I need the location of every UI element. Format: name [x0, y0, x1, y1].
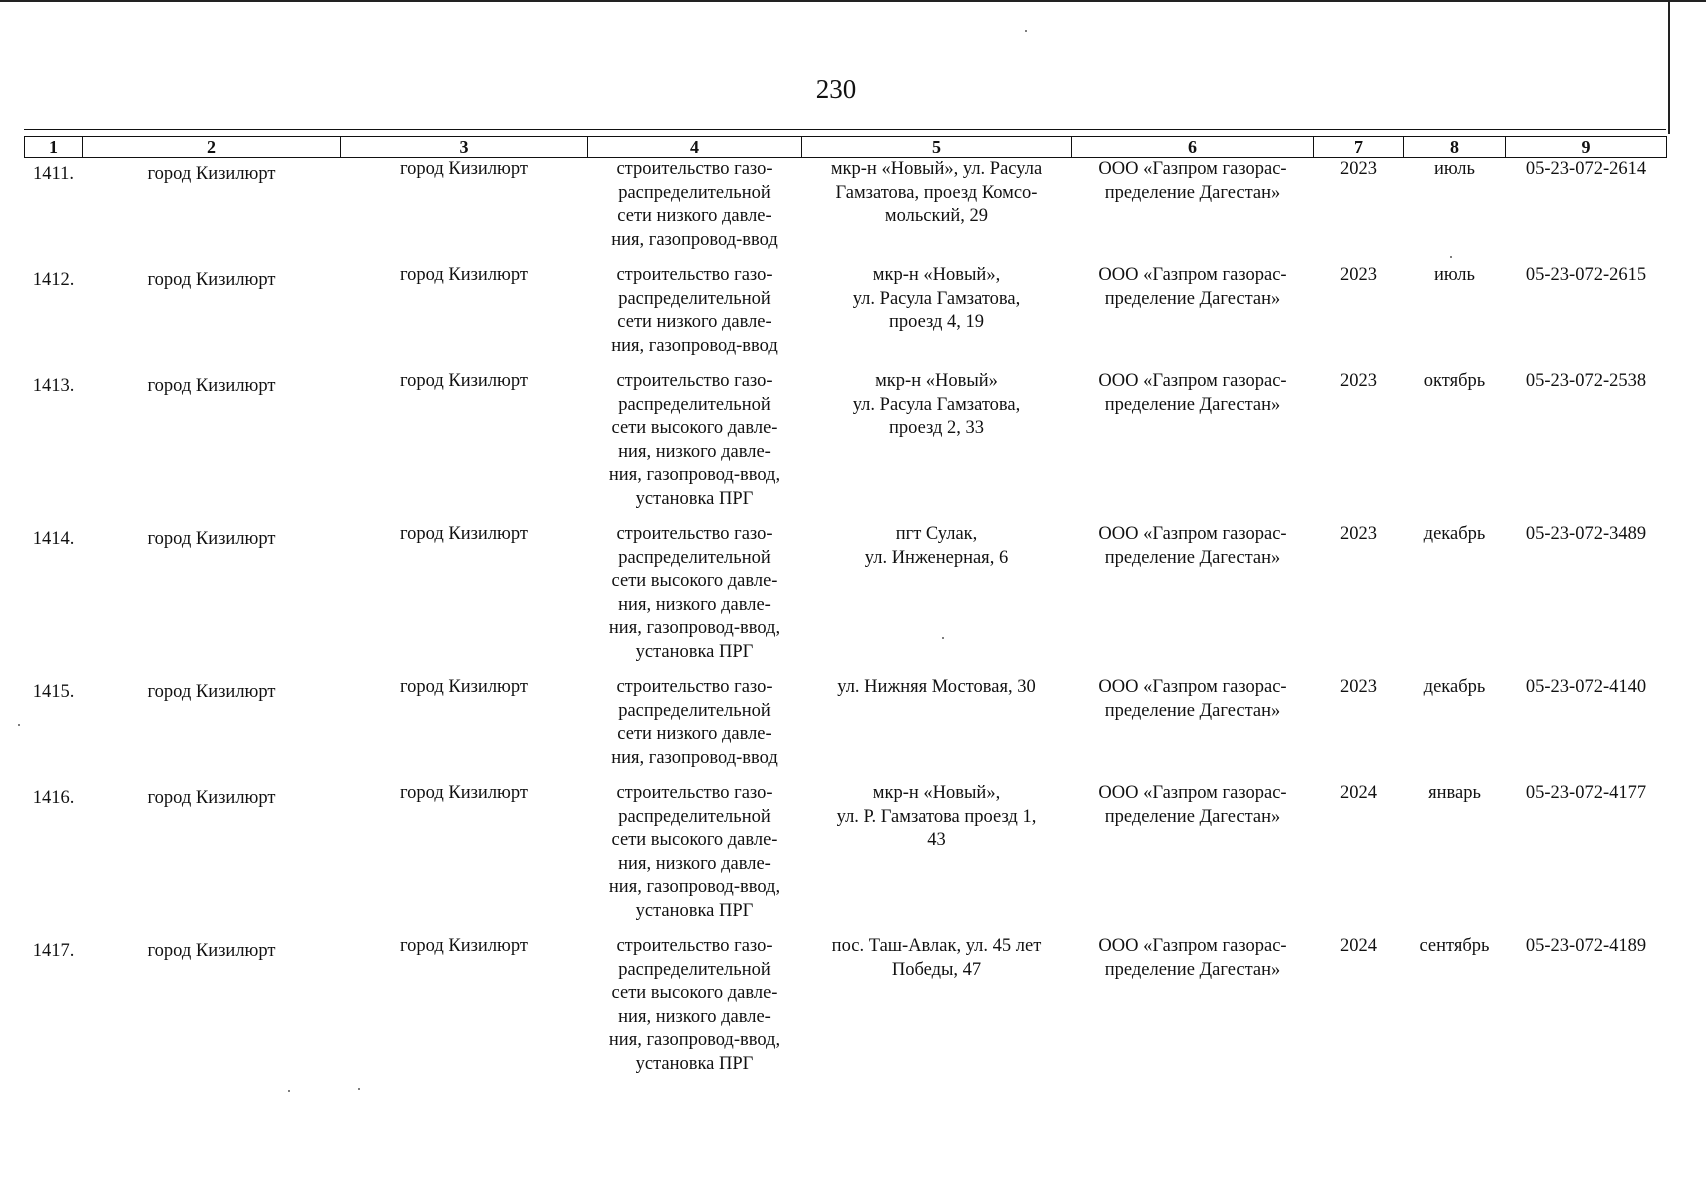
organization-cell: ООО «Газпром газорас- пределение Дагестан»	[1098, 371, 1287, 415]
work-description-cell: строительство газо- распределительной сети высокого давле- ния, низкого давле- ния, газопровод-ввод, установка ПРГ	[608, 783, 781, 921]
work-description-cell: строительство газо- распределительной сети низкого давле- ния, газопровод-ввод	[611, 159, 778, 250]
year-cell: 2023	[1340, 524, 1377, 544]
municipality-cell: город Кизилюрт	[147, 164, 276, 184]
address-cell: мкр-н «Новый», ул. Р. Гамзатова проезд 1, 43	[836, 783, 1037, 850]
row-number: 1411.	[33, 164, 74, 184]
month-cell: июль	[1434, 265, 1475, 285]
settlement-cell: город Кизилюрт	[400, 783, 528, 803]
municipality-cell: город Кизилюрт	[147, 788, 276, 808]
work-description-cell: строительство газо- распределительной сети низкого давле- ния, газопровод-ввод	[611, 265, 778, 356]
column-header-8: 8	[1404, 137, 1506, 158]
register-table	[24, 136, 1667, 1088]
settlement-cell: город Кизилюрт	[400, 159, 528, 179]
work-description-cell: строительство газо- распределительной сети высокого давле- ния, низкого давле- ния, газопровод-ввод, установка ПРГ	[608, 371, 781, 509]
row-number: 1417.	[32, 941, 75, 961]
organization-cell: ООО «Газпром газорас- пределение Дагестан»	[1098, 783, 1287, 827]
table-header	[25, 137, 1667, 158]
settlement-cell: город Кизилюрт	[400, 371, 528, 391]
address-cell: пгт Сулак, ул. Инженерная, 6	[864, 524, 1009, 568]
month-cell: январь	[1428, 783, 1481, 803]
table-row	[25, 935, 1667, 1088]
year-cell: 2023	[1340, 677, 1377, 697]
table-row	[25, 782, 1667, 935]
municipality-cell: город Кизилюрт	[147, 376, 276, 396]
scan-speck	[358, 1088, 360, 1090]
column-header-5: 5	[802, 137, 1072, 158]
registry-code-cell: 05-23-072-2614	[1525, 159, 1647, 179]
scan-speck	[288, 1090, 290, 1092]
registry-code-cell: 05-23-072-4140	[1525, 677, 1647, 697]
organization-cell: ООО «Газпром газорас- пределение Дагестан»	[1098, 677, 1287, 721]
work-description-cell: строительство газо- распределительной сети низкого давле- ния, газопровод-ввод	[611, 677, 778, 768]
column-header-4: 4	[588, 137, 802, 158]
settlement-cell: город Кизилюрт	[400, 677, 528, 697]
row-number: 1415.	[32, 682, 75, 702]
municipality-cell: город Кизилюрт	[147, 270, 276, 290]
settlement-cell: город Кизилюрт	[400, 265, 528, 285]
registry-code-cell: 05-23-072-3489	[1525, 524, 1647, 544]
address-cell: мкр-н «Новый», ул. Расула Гамзатова, проезд Комсо- мольский, 29	[830, 159, 1043, 226]
column-header-1: 1	[25, 137, 83, 158]
month-cell: июль	[1434, 159, 1475, 179]
year-cell: 2023	[1340, 159, 1377, 179]
column-header-2: 2	[83, 137, 341, 158]
table-row	[25, 370, 1667, 523]
settlement-cell: город Кизилюрт	[400, 936, 528, 956]
table-body	[25, 158, 1667, 1089]
month-cell: декабрь	[1423, 524, 1486, 544]
table-row	[25, 158, 1667, 265]
month-cell: октябрь	[1423, 371, 1486, 391]
table-row	[25, 676, 1667, 782]
table-row	[25, 523, 1667, 676]
year-cell: 2024	[1340, 783, 1377, 803]
work-description-cell: строительство газо- распределительной сети высокого давле- ния, низкого давле- ния, газопровод-ввод, установка ПРГ	[608, 524, 781, 662]
year-cell: 2024	[1340, 936, 1377, 956]
column-header-3: 3	[341, 137, 588, 158]
page-number: 230	[815, 74, 857, 104]
address-cell: ул. Нижняя Мостовая, 30	[837, 677, 1036, 697]
registry-code-cell: 05-23-072-2538	[1525, 371, 1647, 391]
address-cell: мкр-н «Новый», ул. Расула Гамзатова, проезд 4, 19	[852, 265, 1021, 332]
month-cell: сентябрь	[1419, 936, 1490, 956]
table-top-rule	[24, 129, 1666, 130]
organization-cell: ООО «Газпром газорас- пределение Дагестан»	[1098, 936, 1287, 980]
organization-cell: ООО «Газпром газорас- пределение Дагестан»	[1098, 524, 1287, 568]
work-description-cell: строительство газо- распределительной сети высокого давле- ния, низкого давле- ния, газопровод-ввод, установка ПРГ	[608, 936, 781, 1074]
registry-code-cell: 05-23-072-4177	[1525, 783, 1647, 803]
row-number: 1413.	[32, 376, 75, 396]
scan-speck	[1025, 30, 1027, 32]
year-cell: 2023	[1340, 371, 1377, 391]
row-number: 1416.	[32, 788, 75, 808]
address-cell: мкр-н «Новый» ул. Расула Гамзатова, проезд 2, 33	[852, 371, 1021, 438]
organization-cell: ООО «Газпром газорас- пределение Дагестан»	[1098, 159, 1287, 203]
scan-speck	[18, 724, 20, 726]
month-cell: декабрь	[1423, 677, 1486, 697]
table-row	[25, 264, 1667, 370]
municipality-cell: город Кизилюрт	[147, 682, 276, 702]
year-cell: 2023	[1340, 265, 1377, 285]
municipality-cell: город Кизилюрт	[147, 941, 276, 961]
column-number-row	[25, 137, 1667, 158]
row-number: 1414.	[32, 529, 75, 549]
row-number: 1412.	[32, 270, 75, 290]
settlement-cell: город Кизилюрт	[400, 524, 528, 544]
registry-code-cell: 05-23-072-2615	[1525, 265, 1647, 285]
column-header-6: 6	[1072, 137, 1314, 158]
registry-code-cell: 05-23-072-4189	[1525, 936, 1647, 956]
column-header-9: 9	[1506, 137, 1667, 158]
organization-cell: ООО «Газпром газорас- пределение Дагестан»	[1098, 265, 1287, 309]
address-cell: пос. Таш-Авлак, ул. 45 лет Победы, 47	[831, 936, 1042, 980]
municipality-cell: город Кизилюрт	[147, 529, 276, 549]
scan-top-edge	[0, 0, 1706, 2]
scan-right-edge	[1668, 0, 1670, 134]
column-header-7: 7	[1314, 137, 1404, 158]
